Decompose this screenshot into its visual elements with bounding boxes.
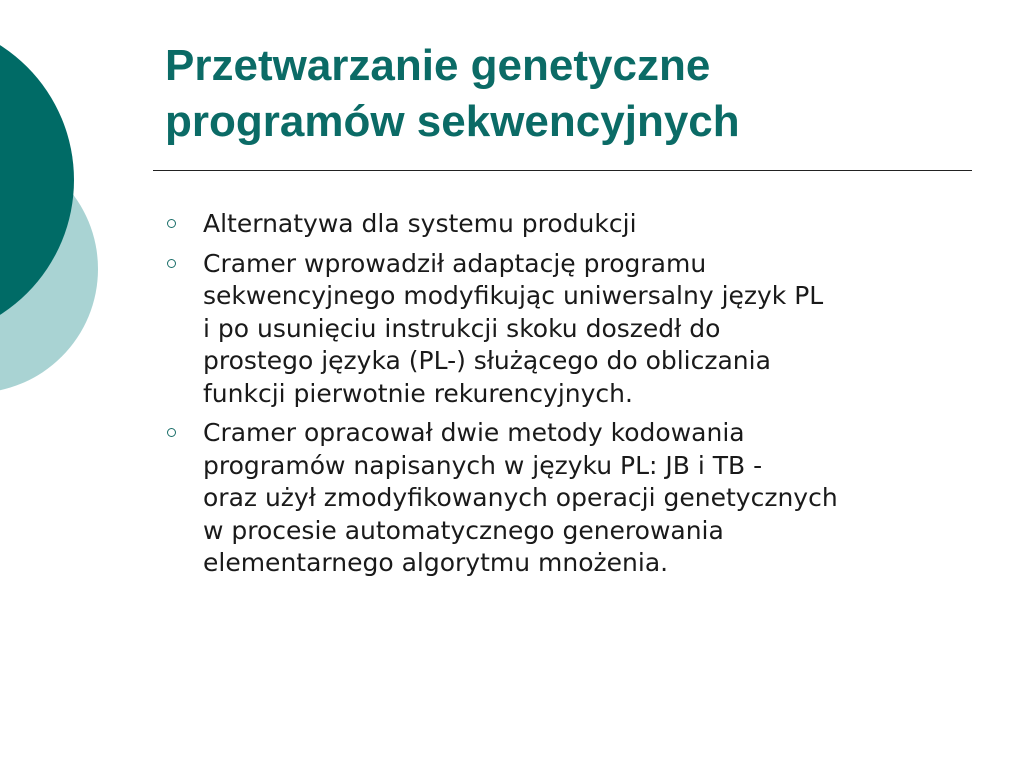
bullet-text-line: oraz użył zmodyfikowanych operacji genetycznych [203,483,838,512]
bullet-text-line: w procesie automatycznego generowania [203,515,724,545]
hollow-circle-bullet-icon [167,219,176,228]
bullet-text-line: elementarnego algorytmu mnożenia. [203,548,669,577]
bullet-item [160,248,990,411]
hollow-circle-bullet-icon [167,428,176,437]
bullet-item [160,417,990,580]
slide-title [165,38,985,150]
bullet-text-line: sekwencyjnego modyfikując uniwersalny język PL [203,281,824,310]
bullet-text-line: prostego języka (PL-) służącego do obliczania [203,346,771,375]
title-divider [153,170,972,171]
slide-title-line: programów sekwencyjnych [165,97,740,146]
bullet-text-line: Alternatywa dla systemu produkcji [203,209,637,238]
bullet-text-line: i po usunięciu instrukcji skoku doszedł do [203,313,721,343]
bullet-text-line: Cramer opracował dwie metody kodowania [203,418,745,447]
bullet-text-line: funkcji pierwotnie rekurencyjnych. [203,378,633,408]
slide-title-line: Przetwarzanie genetyczne [165,41,711,90]
bullet-text-line: Cramer wprowadził adaptację programu [203,248,707,278]
bullet-list [160,208,990,587]
hollow-circle-bullet-icon [167,259,176,268]
bullet-text-line: programów napisanych w języku PL: JB i TB - [203,450,763,480]
bullet-item [160,208,990,241]
